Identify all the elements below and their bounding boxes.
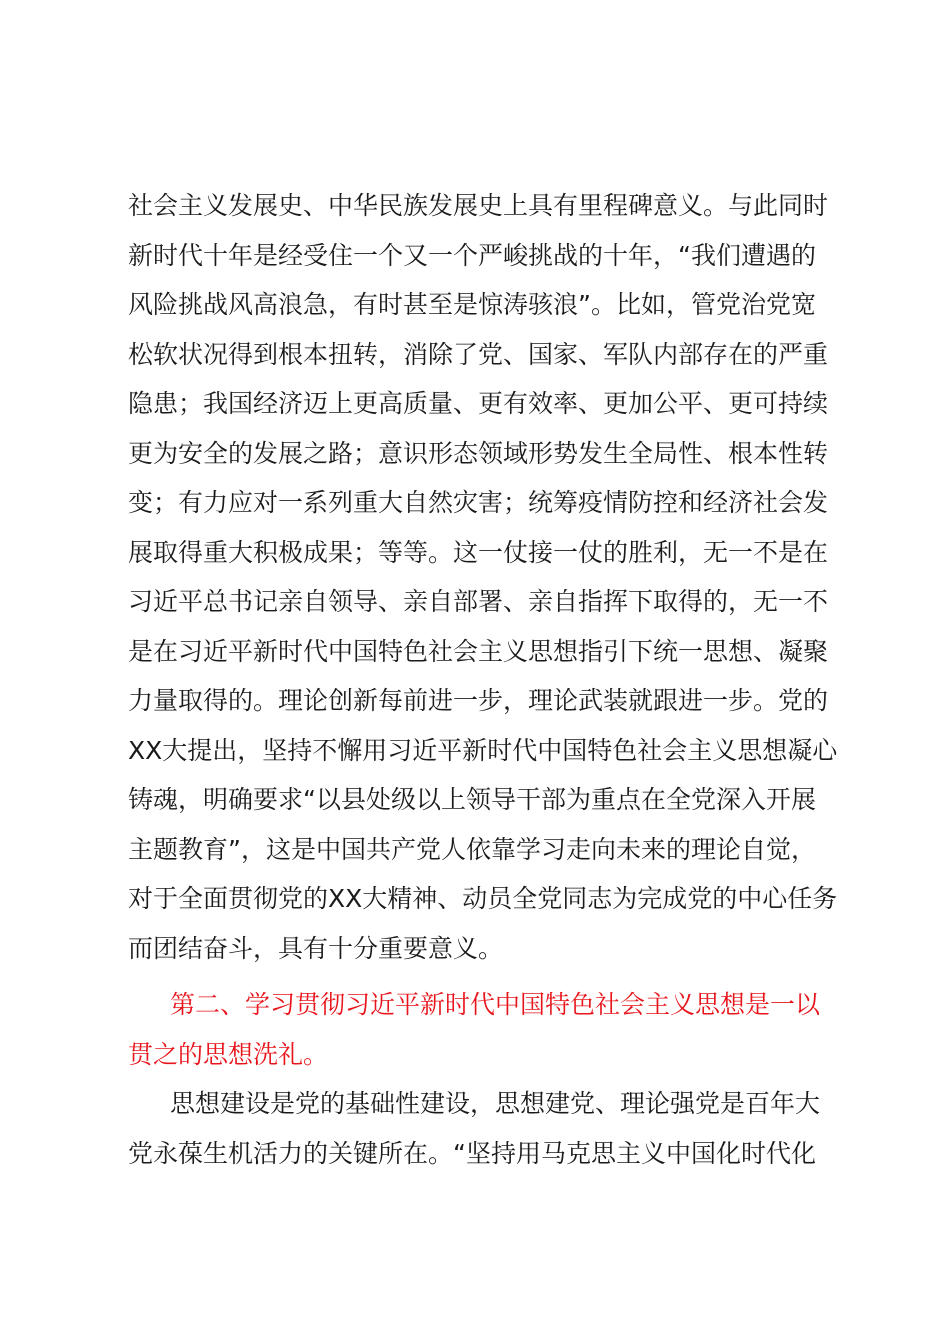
heading-line: 第二、学习贯彻习近平新时代中国特色社会主义思想是一以: [170, 990, 821, 1019]
paragraph-line: 党永葆生机活力的关键所在。“坚持用马克思主义中国化时代化: [128, 1138, 816, 1168]
paragraph-line: 展取得重大积极成果；等等。这一仗接一仗的胜利，无一不是在: [128, 537, 829, 567]
paragraph-line: 风险挑战风高浪急，有时甚至是惊涛骇浪”。比如，管党治党宽: [128, 290, 816, 319]
paragraph-line: 习近平总书记亲自领导、亲自部署、亲自指挥下取得的，无一不: [128, 587, 829, 616]
heading-line: 贯之的思想洗礼。: [128, 1039, 329, 1069]
paragraph-line: 更为安全的发展之路；意识形态领域形势发生全局性、根本性转: [128, 438, 829, 468]
paragraph-line: 变；有力应对一系列重大自然灾害；统筹疫情防控和经济社会发: [128, 488, 829, 517]
paragraph-line: 力量取得的。理论创新每前进一步，理论武装就跟进一步。党的: [128, 686, 829, 715]
paragraph-line: 铸魂，明确要求“以县处级以上领导干部为重点在全党深入开展: [128, 785, 816, 814]
paragraph-line: 社会主义发展史、中华民族发展史上具有里程碑意义。与此同时: [128, 191, 829, 220]
paragraph-line: 隐患；我国经济迈上更高质量、更有效率、更加公平、更可持续: [128, 389, 829, 418]
paragraph-line: 主题教育”，这是中国共产党人依靠学习走向未来的理论自觉，: [128, 834, 816, 864]
body-paragraph: [128, 1079, 858, 1178]
body-paragraph: [128, 181, 858, 973]
paragraph-line: 对于全面贯彻党的XX大精神、动员全党同志为完成党的中心任务: [128, 884, 838, 913]
paragraph-line: 思想建设是党的基础性建设，思想建党、理论强党是百年大: [170, 1089, 821, 1118]
paragraph-line: 松软状况得到根本扭转，消除了党、国家、军队内部存在的严重: [128, 339, 829, 369]
paragraph-line: 新时代十年是经受住一个又一个严峻挑战的十年，“我们遭遇的: [128, 240, 816, 270]
paragraph-line: XX大提出，坚持不懈用习近平新时代中国特色社会主义思想凝心: [128, 735, 838, 765]
paragraph-line: 是在习近平新时代中国特色社会主义思想指引下统一思想、凝聚: [128, 636, 829, 666]
section-heading: [128, 980, 858, 1079]
paragraph-line: 而团结奋斗，具有十分重要意义。: [128, 933, 504, 963]
